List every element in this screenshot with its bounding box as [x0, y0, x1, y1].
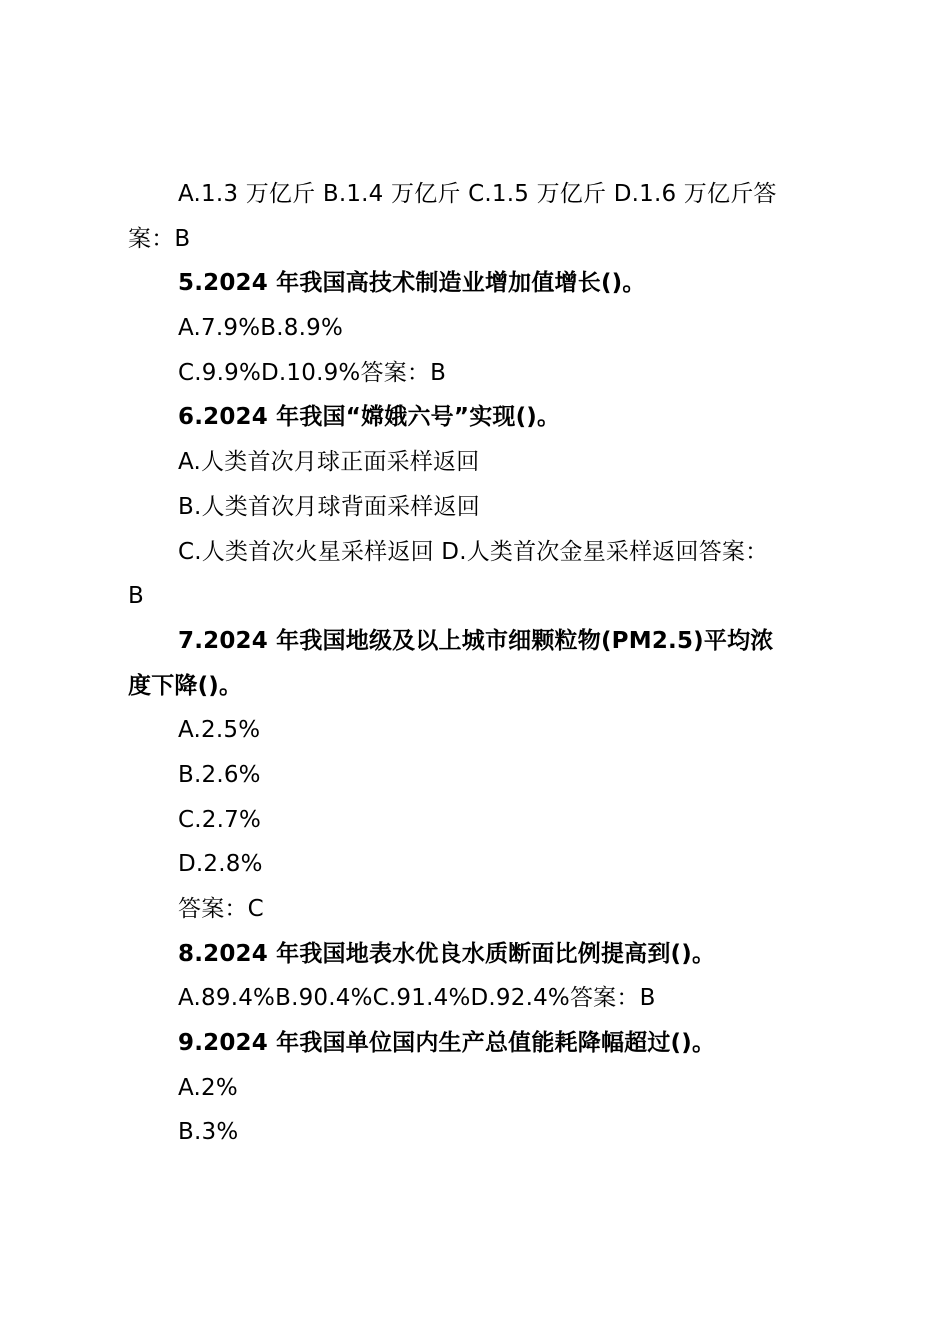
question-9: 9.2024 年我国单位国内生产总值能耗降幅超过()。 — [178, 1030, 716, 1057]
q4-answer-line: 案：B — [128, 225, 191, 252]
q7-option-b: B.2.6% — [178, 761, 261, 788]
q7-answer-line: 答案：C — [178, 896, 264, 922]
q6-option-a: A.人类首次月球正面采样返回 — [178, 449, 480, 476]
question-8: 8.2024 年我国地表水优良水质断面比例提高到()。 — [178, 940, 716, 967]
q7-option-c: C.2.7% — [178, 806, 262, 833]
q8-options-answer: A.89.4%B.90.4%C.91.4%D.92.4%答案：B — [178, 985, 656, 1012]
q9-option-a: A.2% — [178, 1074, 238, 1101]
question-7: 7.2024 年我国地级及以上城市细颗粒物(PM2.5)平均浓 — [178, 627, 774, 654]
q5-options-ab: A.7.9%B.8.9% — [178, 315, 343, 342]
question-7-continued: 度下降()。 — [128, 672, 243, 699]
q6-options-cd-answer: C.人类首次火星采样返回 D.人类首次金星采样返回答案： — [178, 538, 769, 565]
q5-options-cd-answer: C.9.9%D.10.9%答案：B — [178, 359, 447, 386]
q9-option-b: B.3% — [178, 1119, 239, 1146]
document-body — [128, 172, 828, 1155]
q4-options-line: A.1.3 万亿斤 B.1.4 万亿斤 C.1.5 万亿斤 D.1.6 万亿斤答 — [178, 181, 777, 207]
q6-answer-line: B — [128, 583, 144, 610]
q6-option-b: B.人类首次月球背面采样返回 — [178, 493, 480, 520]
question-6: 6.2024 年我国“嫦娥六号”实现()。 — [178, 404, 561, 431]
q7-option-d: D.2.8% — [178, 851, 263, 878]
q7-option-a: A.2.5% — [178, 717, 261, 744]
question-5: 5.2024 年我国高技术制造业增加值增长()。 — [178, 270, 646, 297]
